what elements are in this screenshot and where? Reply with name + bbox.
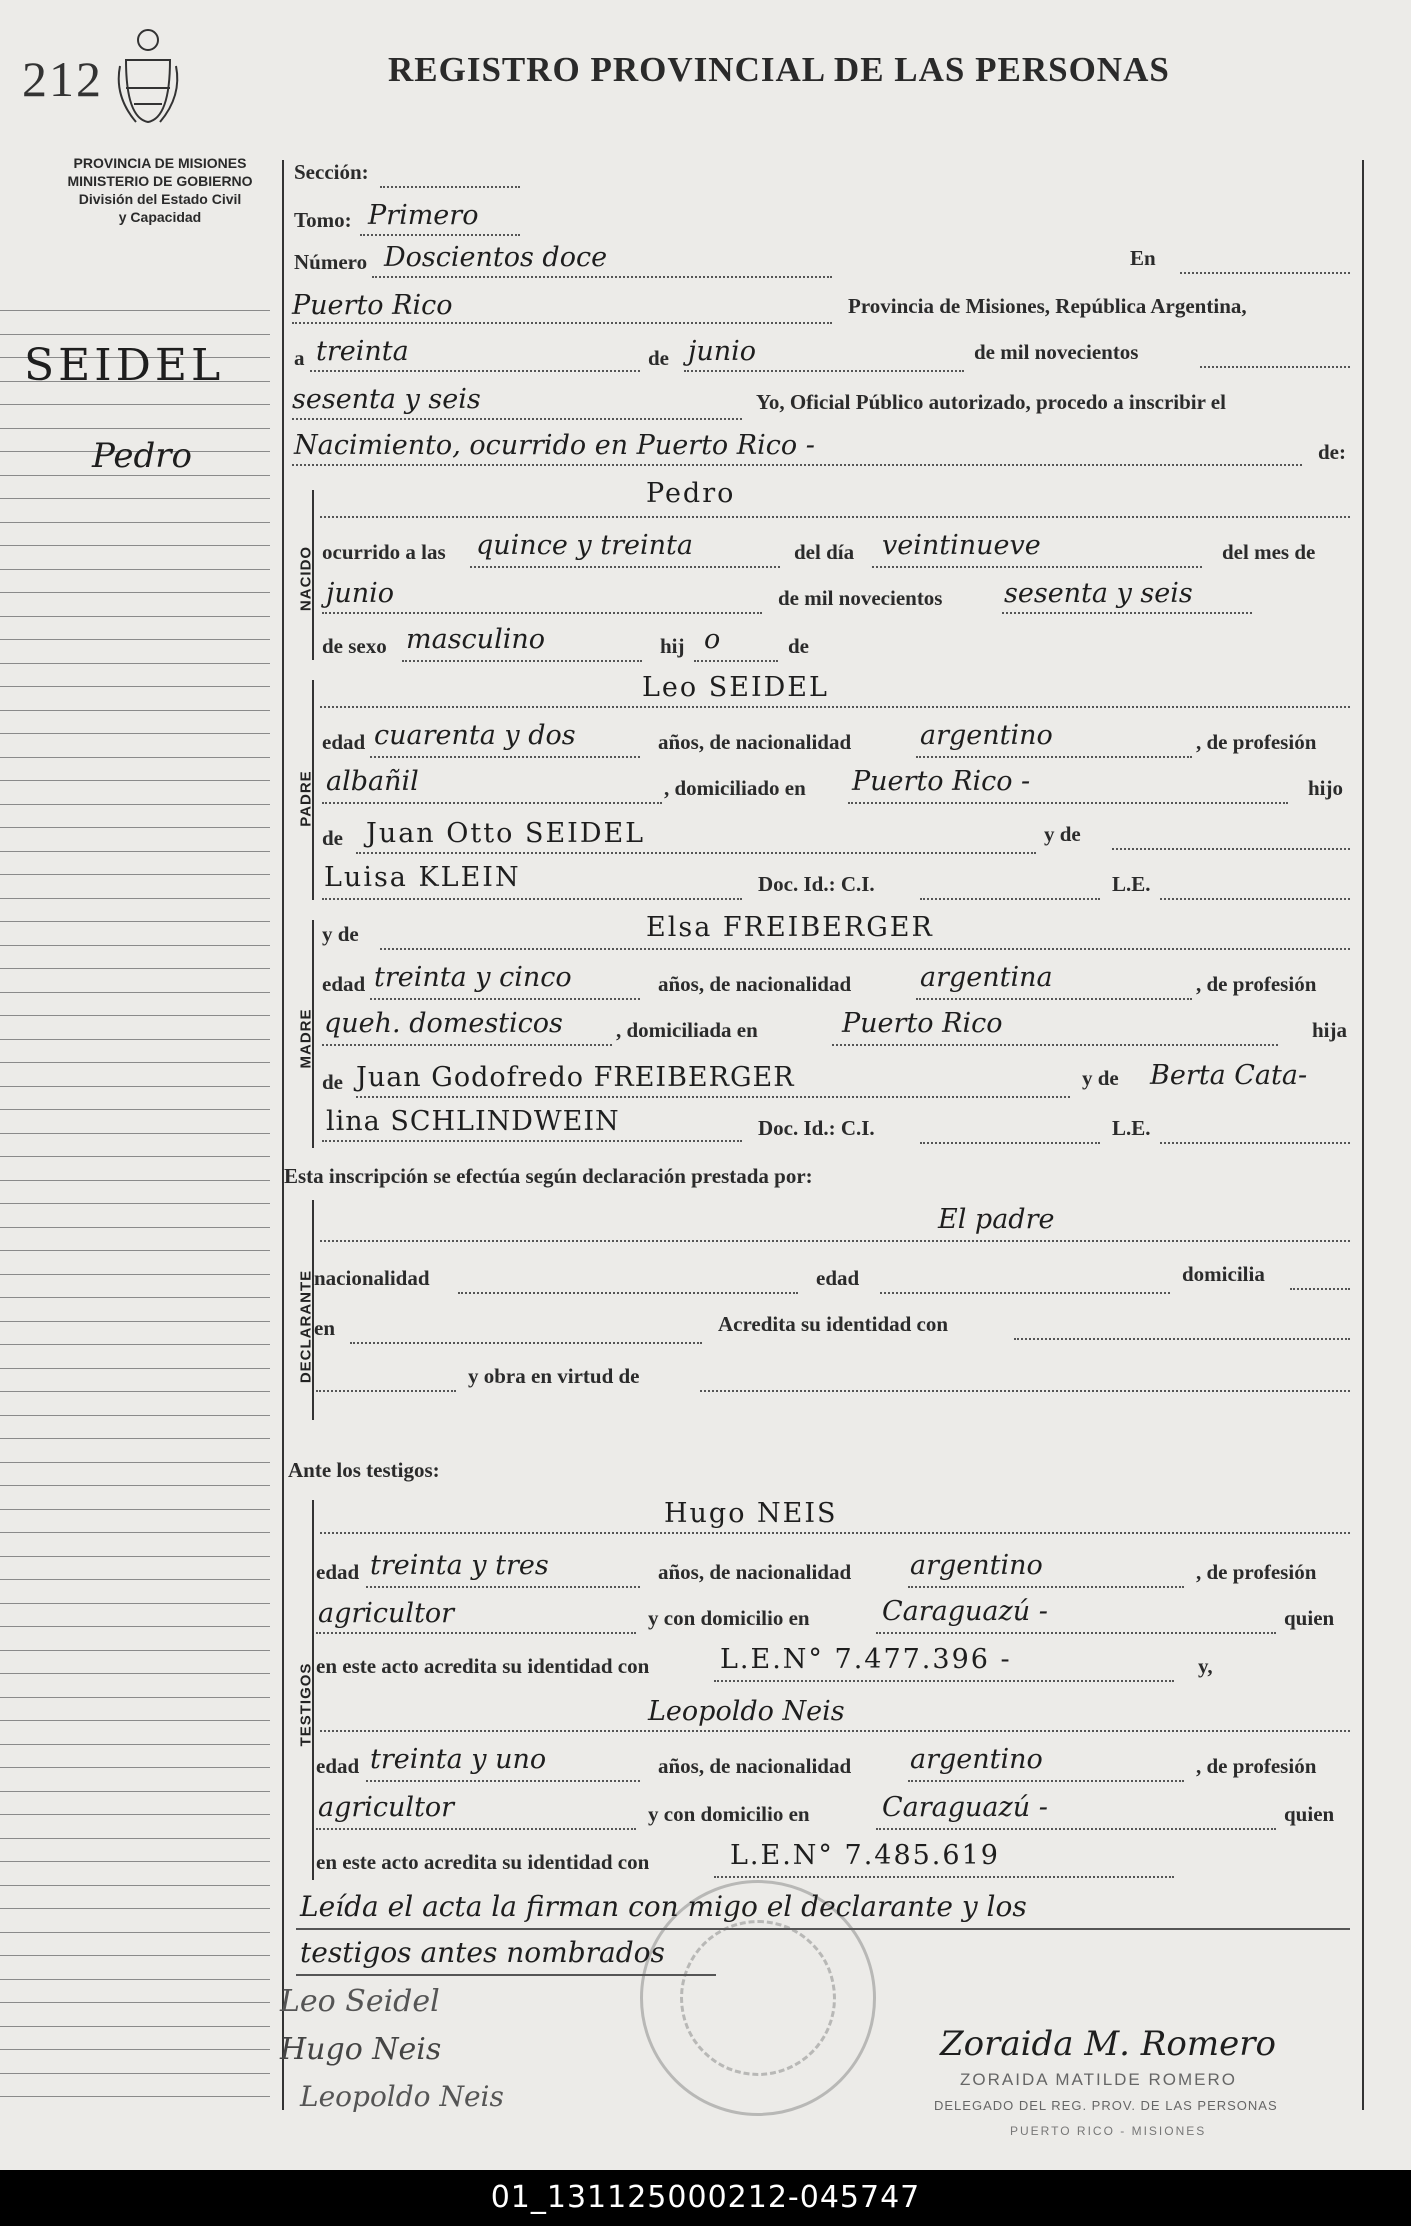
margin-rule	[0, 1532, 270, 1533]
hora-line	[470, 566, 780, 568]
acto-value: Nacimiento, ocurrido en Puerto Rico -	[294, 430, 815, 461]
a-label: a	[294, 346, 305, 370]
mil-line	[1200, 366, 1350, 368]
margin-rule	[0, 522, 270, 523]
mes-nac-value: junio	[326, 578, 395, 609]
margin-rule	[0, 404, 270, 405]
del-mes-label: del mes de	[1222, 540, 1316, 564]
margin-rule	[0, 2002, 270, 2003]
anio-nac-value: sesenta y seis	[1004, 578, 1193, 609]
t1-nac-line	[908, 1586, 1184, 1588]
hij-value: o	[704, 624, 721, 655]
t1-prof-label: , de profesión	[1196, 1560, 1317, 1584]
padre-dom-line	[848, 802, 1288, 804]
form-left-border	[282, 160, 284, 2110]
decl-dom-label: domicilia	[1182, 1262, 1265, 1286]
image-code-footer: 01_131125000212-045747	[0, 2170, 1411, 2226]
margin-rule	[0, 1438, 270, 1439]
decl-edad-line	[880, 1292, 1170, 1294]
margin-surname: SEIDEL	[24, 340, 225, 391]
margin-rule	[0, 1861, 270, 1862]
margin-rule	[0, 1979, 270, 1980]
abuelo-line	[356, 852, 1036, 854]
margin-rule	[0, 733, 270, 734]
padre-doc-line	[920, 898, 1100, 900]
margin-rule	[0, 1274, 270, 1275]
closing-line-1-rule	[296, 1928, 1350, 1930]
t1-prof-value: agricultor	[318, 1598, 455, 1629]
madre-doc-label: Doc. Id.: C.I.	[758, 1116, 875, 1140]
margin-rule	[0, 545, 270, 546]
sexo-value: masculino	[406, 624, 545, 655]
abuelo-m-line	[356, 1096, 1070, 1098]
t2-dom-line	[876, 1828, 1276, 1830]
decl-nac-line	[458, 1292, 798, 1294]
t2-dom-label: y con domicilio en	[648, 1802, 810, 1826]
section-madre: MADRE	[297, 1008, 315, 1069]
t2-prof-value: agricultor	[318, 1792, 455, 1823]
margin-rule	[0, 1015, 270, 1016]
en-line	[1180, 272, 1350, 274]
padre-nac-value: argentino	[920, 720, 1053, 751]
numero-label: Número	[294, 250, 368, 274]
padre-nac-line	[916, 756, 1192, 758]
margin-rule	[0, 780, 270, 781]
padre-edad-line	[370, 756, 640, 758]
t1-dom-value: Caraguazú -	[882, 1596, 1048, 1627]
official-seal-inner	[680, 1920, 836, 2076]
margin-rule	[0, 757, 270, 758]
margin-rule	[0, 1908, 270, 1909]
decl-nac-label: nacionalidad	[314, 1266, 430, 1290]
margin-rule	[0, 1579, 270, 1580]
padre-y-de-label: y de	[1044, 822, 1081, 846]
margin-rule	[0, 569, 270, 570]
t2-acredita-label: en este acto acredita su identidad con	[316, 1850, 650, 1874]
madre-nac-label: años, de nacionalidad	[658, 972, 852, 996]
margin-rule	[0, 1415, 270, 1416]
section-padre: PADRE	[297, 770, 315, 827]
madre-prof-line	[322, 1044, 612, 1046]
margin-rule	[0, 1767, 270, 1768]
margin-rule	[0, 2073, 270, 2074]
margin-rule	[0, 1180, 270, 1181]
margin-rule	[0, 968, 270, 969]
t1-edad-line	[366, 1586, 640, 1588]
madre-edad-line	[370, 998, 640, 1000]
org-line: MINISTERIO DE GOBIERNO	[67, 173, 253, 189]
t2-doc-line	[714, 1876, 1174, 1878]
coat-of-arms-icon	[112, 26, 184, 131]
margin-rule	[0, 1650, 270, 1651]
margin-rule	[0, 1368, 270, 1369]
oficial-text: Yo, Oficial Público autorizado, procedo a inscribir el	[756, 390, 1226, 414]
nombre-line	[320, 516, 1350, 518]
issuing-office	[40, 154, 280, 226]
decl-en-line	[350, 1342, 702, 1344]
t1-y-label: y,	[1198, 1654, 1213, 1678]
abuela-materna-value-1: Berta Cata-	[1150, 1060, 1308, 1091]
madre-de-label: de	[322, 1070, 343, 1094]
t2-dom-value: Caraguazú -	[882, 1792, 1048, 1823]
section-testigos: TESTIGOS	[297, 1662, 315, 1747]
padre-edad-label: edad	[322, 730, 366, 754]
acto-line	[292, 464, 1302, 466]
official-place: PUERTO RICO - MISIONES	[1010, 2124, 1207, 2138]
en-label: En	[1130, 246, 1156, 270]
dia-value: treinta	[316, 336, 409, 367]
margin-rule	[0, 334, 270, 335]
hora-value: quince y treinta	[476, 530, 693, 561]
margin-rule	[0, 1509, 270, 1510]
numero-value: Doscientos doce	[384, 242, 608, 273]
decl-obra-label: y obra en virtud de	[468, 1364, 640, 1388]
margin-rule	[0, 1697, 270, 1698]
signature-leopoldo-neis: Leopoldo Neis	[300, 2080, 504, 2113]
margin-rule	[0, 1203, 270, 1204]
madre-nombre-value: Elsa FREIBERGER	[646, 912, 934, 943]
official-name: ZORAIDA MATILDE ROMERO	[960, 2070, 1237, 2089]
margin-rule	[0, 1485, 270, 1486]
seccion-label: Sección:	[294, 160, 369, 184]
madre-doc-line	[920, 1142, 1100, 1144]
declarante-value: El padre	[938, 1204, 1055, 1235]
t2-nac-value: argentino	[910, 1744, 1043, 1775]
margin-rule	[0, 616, 270, 617]
margin-rule	[0, 1932, 270, 1933]
mes-line	[684, 370, 964, 372]
margin-rule	[0, 1744, 270, 1745]
ocurrido-label: ocurrido a las	[322, 540, 446, 564]
padre-prof-label: , de profesión	[1196, 730, 1317, 754]
margin-rule	[0, 804, 270, 805]
de-mil2-label: de mil novecientos	[778, 586, 943, 610]
margin-rule	[0, 1791, 270, 1792]
margin-rule	[0, 992, 270, 993]
t2-edad-label: edad	[316, 1754, 360, 1778]
abuela-line	[322, 898, 742, 900]
org-line: PROVINCIA DE MISIONES	[73, 155, 247, 171]
t1-doc-value: L.E.N° 7.477.396 -	[720, 1644, 1012, 1675]
t2-edad-value: treinta y uno	[370, 1744, 547, 1775]
t1-dom-line	[876, 1632, 1276, 1634]
t2-prof-line	[316, 1828, 636, 1830]
testigo1-nombre-line	[320, 1532, 1350, 1534]
t1-quien-label: quien	[1284, 1606, 1335, 1630]
padre-le-line	[1160, 898, 1350, 900]
margin-rule	[0, 1344, 270, 1345]
madre-prof-value: queh. domesticos	[324, 1008, 563, 1039]
margin-rule	[0, 1133, 270, 1134]
margin-rule	[0, 2026, 270, 2027]
abuela-line-a	[1112, 848, 1350, 850]
abuelo-materno-value: Juan Godofredo FREIBERGER	[356, 1062, 795, 1093]
padre-le-label: L.E.	[1112, 872, 1151, 896]
madre-nac-value: argentina	[920, 962, 1053, 993]
margin-rule	[0, 1227, 270, 1228]
margin-rule	[0, 851, 270, 852]
madre-y-de2-label: y de	[1082, 1066, 1119, 1090]
madre-dom-label: , domiciliada en	[616, 1018, 758, 1042]
decl-edad-label: edad	[816, 1266, 860, 1290]
lugar-value: Puerto Rico	[292, 290, 453, 321]
margin-rule	[0, 1462, 270, 1463]
sexo-label: de sexo	[322, 634, 387, 658]
de2-label: de	[788, 634, 809, 658]
signature-hugo-neis: Hugo Neis	[280, 2032, 442, 2067]
margin-rule	[0, 1391, 270, 1392]
margin-rule	[0, 1814, 270, 1815]
margin-rule	[0, 1039, 270, 1040]
dia-nac-line	[872, 566, 1202, 568]
margin-rule	[0, 592, 270, 593]
madre-le-line	[1160, 1142, 1350, 1144]
numero-line	[372, 276, 832, 278]
margin-rule	[0, 2049, 270, 2050]
margin-rule	[0, 827, 270, 828]
padre-dom-label: , domiciliado en	[664, 776, 806, 800]
testigo2-nombre-value: Leopoldo Neis	[648, 1696, 845, 1727]
padre-prof-line	[322, 802, 662, 804]
anio-line	[292, 418, 742, 420]
mes-nac-line	[322, 612, 762, 614]
mes-value: junio	[688, 336, 757, 367]
margin-rule	[0, 945, 270, 946]
decl-obra-line	[700, 1390, 1350, 1392]
abuela-materna-value-2: lina SCHLINDWEIN	[326, 1106, 620, 1137]
madre-y-de-label: y de	[322, 922, 359, 946]
form-right-border	[1362, 160, 1364, 2110]
t1-edad-value: treinta y tres	[370, 1550, 549, 1581]
org-line: y Capacidad	[118, 209, 202, 225]
lugar-line	[292, 322, 832, 324]
t2-quien-label: quien	[1284, 1802, 1335, 1826]
margin-rule	[0, 1109, 270, 1110]
abuelo-paterno-value: Juan Otto SEIDEL	[366, 818, 646, 849]
margin-rule	[0, 1062, 270, 1063]
decl-acredita-line	[1014, 1338, 1350, 1340]
section-nacido: NACIDO	[297, 545, 315, 612]
t2-prof-label: , de profesión	[1196, 1754, 1317, 1778]
madre-edad-value: treinta y cinco	[374, 962, 572, 993]
closing-line-2: testigos antes nombrados	[300, 1936, 665, 1969]
margin-rule	[0, 1673, 270, 1674]
padre-dom-value: Puerto Rico -	[852, 766, 1031, 797]
t1-edad-label: edad	[316, 1560, 360, 1584]
ante-testigos-label: Ante los testigos:	[288, 1458, 440, 1482]
padre-nac-label: años, de nacionalidad	[658, 730, 852, 754]
abuela-m-line	[322, 1140, 742, 1142]
hij-line	[694, 660, 778, 662]
margin-rule	[0, 1955, 270, 1956]
t1-doc-line	[714, 1680, 1174, 1682]
padre-prof-value: albañil	[326, 766, 419, 797]
sexo-line	[402, 660, 642, 662]
margin-rule	[0, 921, 270, 922]
hija-label: hija	[1312, 1018, 1348, 1042]
padre-doc-label: Doc. Id.: C.I.	[758, 872, 875, 896]
tomo-label: Tomo:	[294, 208, 352, 232]
margin-given-name: Pedro	[92, 436, 192, 476]
margin-rule	[0, 1321, 270, 1322]
t1-dom-label: y con domicilio en	[648, 1606, 810, 1630]
t1-nac-value: argentino	[910, 1550, 1043, 1581]
padre-edad-value: cuarenta y dos	[374, 720, 576, 751]
madre-edad-label: edad	[322, 972, 366, 996]
margin-rule	[0, 428, 270, 429]
margin-rule	[0, 1156, 270, 1157]
closing-line-1: Leída el acta la firman con migo el declarante y los	[300, 1890, 1027, 1923]
testigo2-nombre-line	[320, 1730, 1350, 1732]
margin-rule	[0, 898, 270, 899]
madre-nombre-line	[380, 948, 1350, 950]
margin-rule	[0, 1838, 270, 1839]
document-title: REGISTRO PROVINCIAL DE LAS PERSONAS	[388, 50, 1170, 89]
anio-value: sesenta y seis	[292, 384, 481, 415]
hijo-label: hijo	[1308, 776, 1344, 800]
official-title: DELEGADO DEL REG. PROV. DE LAS PERSONAS	[934, 2098, 1278, 2113]
t2-nac-label: años, de nacionalidad	[658, 1754, 852, 1778]
madre-le-label: L.E.	[1112, 1116, 1151, 1140]
dia-line	[310, 370, 640, 372]
t1-acredita-label: en este acto acredita su identidad con	[316, 1654, 650, 1678]
margin-rule	[0, 498, 270, 499]
decl-en-label: en	[314, 1316, 335, 1340]
abuela-paterna-value: Luisa KLEIN	[324, 862, 521, 893]
madre-dom-value: Puerto Rico	[842, 1008, 1003, 1039]
margin-rule	[0, 2096, 270, 2097]
margin-rule	[0, 1885, 270, 1886]
testigo1-nombre-value: Hugo NEIS	[664, 1498, 838, 1529]
provincia-text: Provincia de Misiones, República Argentina,	[848, 294, 1247, 318]
decl-obra-line-a	[316, 1390, 456, 1392]
de-mil-label: de mil novecientos	[974, 340, 1139, 364]
margin-rule	[0, 639, 270, 640]
margin-rule	[0, 1556, 270, 1557]
del-dia-label: del día	[794, 540, 855, 564]
margin-rule	[0, 1297, 270, 1298]
margin-rule	[0, 686, 270, 687]
official-signature: Zoraida M. Romero	[940, 2024, 1276, 2064]
t2-doc-value: L.E.N° 7.485.619	[730, 1840, 1000, 1871]
margin-rule	[0, 1250, 270, 1251]
margin-rule	[0, 1603, 270, 1604]
t1-nac-label: años, de nacionalidad	[658, 1560, 852, 1584]
anio-nac-line	[1002, 612, 1252, 614]
margin-rule	[0, 710, 270, 711]
margin-rule	[0, 874, 270, 875]
tomo-line	[360, 234, 520, 236]
closing-line-2-rule	[296, 1974, 716, 1976]
declarante-line	[320, 1240, 1350, 1242]
madre-prof-label: , de profesión	[1196, 972, 1317, 996]
margin-rule	[0, 1626, 270, 1627]
padre-nombre-line	[320, 706, 1350, 708]
de-colon-label: de:	[1318, 440, 1346, 464]
inscripcion-text: Esta inscripción se efectúa según declaración prestada por:	[284, 1164, 813, 1188]
margin-rule	[0, 1086, 270, 1087]
dia-nac-value: veintinueve	[882, 530, 1041, 561]
t1-prof-line	[316, 1632, 636, 1634]
madre-dom-line	[832, 1044, 1278, 1046]
decl-acredita-label: Acredita su identidad con	[718, 1312, 949, 1336]
t2-nac-line	[908, 1780, 1184, 1782]
section-declarante: DECLARANTE	[297, 1269, 315, 1384]
de-label: de	[648, 346, 669, 370]
org-line: División del Estado Civil	[78, 191, 242, 207]
padre-nombre-value: Leo SEIDEL	[642, 672, 829, 703]
madre-nac-line	[916, 998, 1192, 1000]
decl-dom-line	[1290, 1288, 1350, 1290]
tomo-value: Primero	[368, 200, 479, 231]
t2-edad-line	[366, 1780, 640, 1782]
register-number: 212	[22, 51, 103, 107]
padre-de-label: de	[322, 826, 343, 850]
hij-label: hij	[660, 634, 685, 658]
signature-leo-seidel: Leo Seidel	[280, 1984, 440, 2019]
margin-rule	[0, 1720, 270, 1721]
margin-rule	[0, 310, 270, 311]
nombre-value: Pedro	[646, 478, 736, 509]
margin-rule	[0, 663, 270, 664]
seccion-line	[380, 186, 520, 188]
